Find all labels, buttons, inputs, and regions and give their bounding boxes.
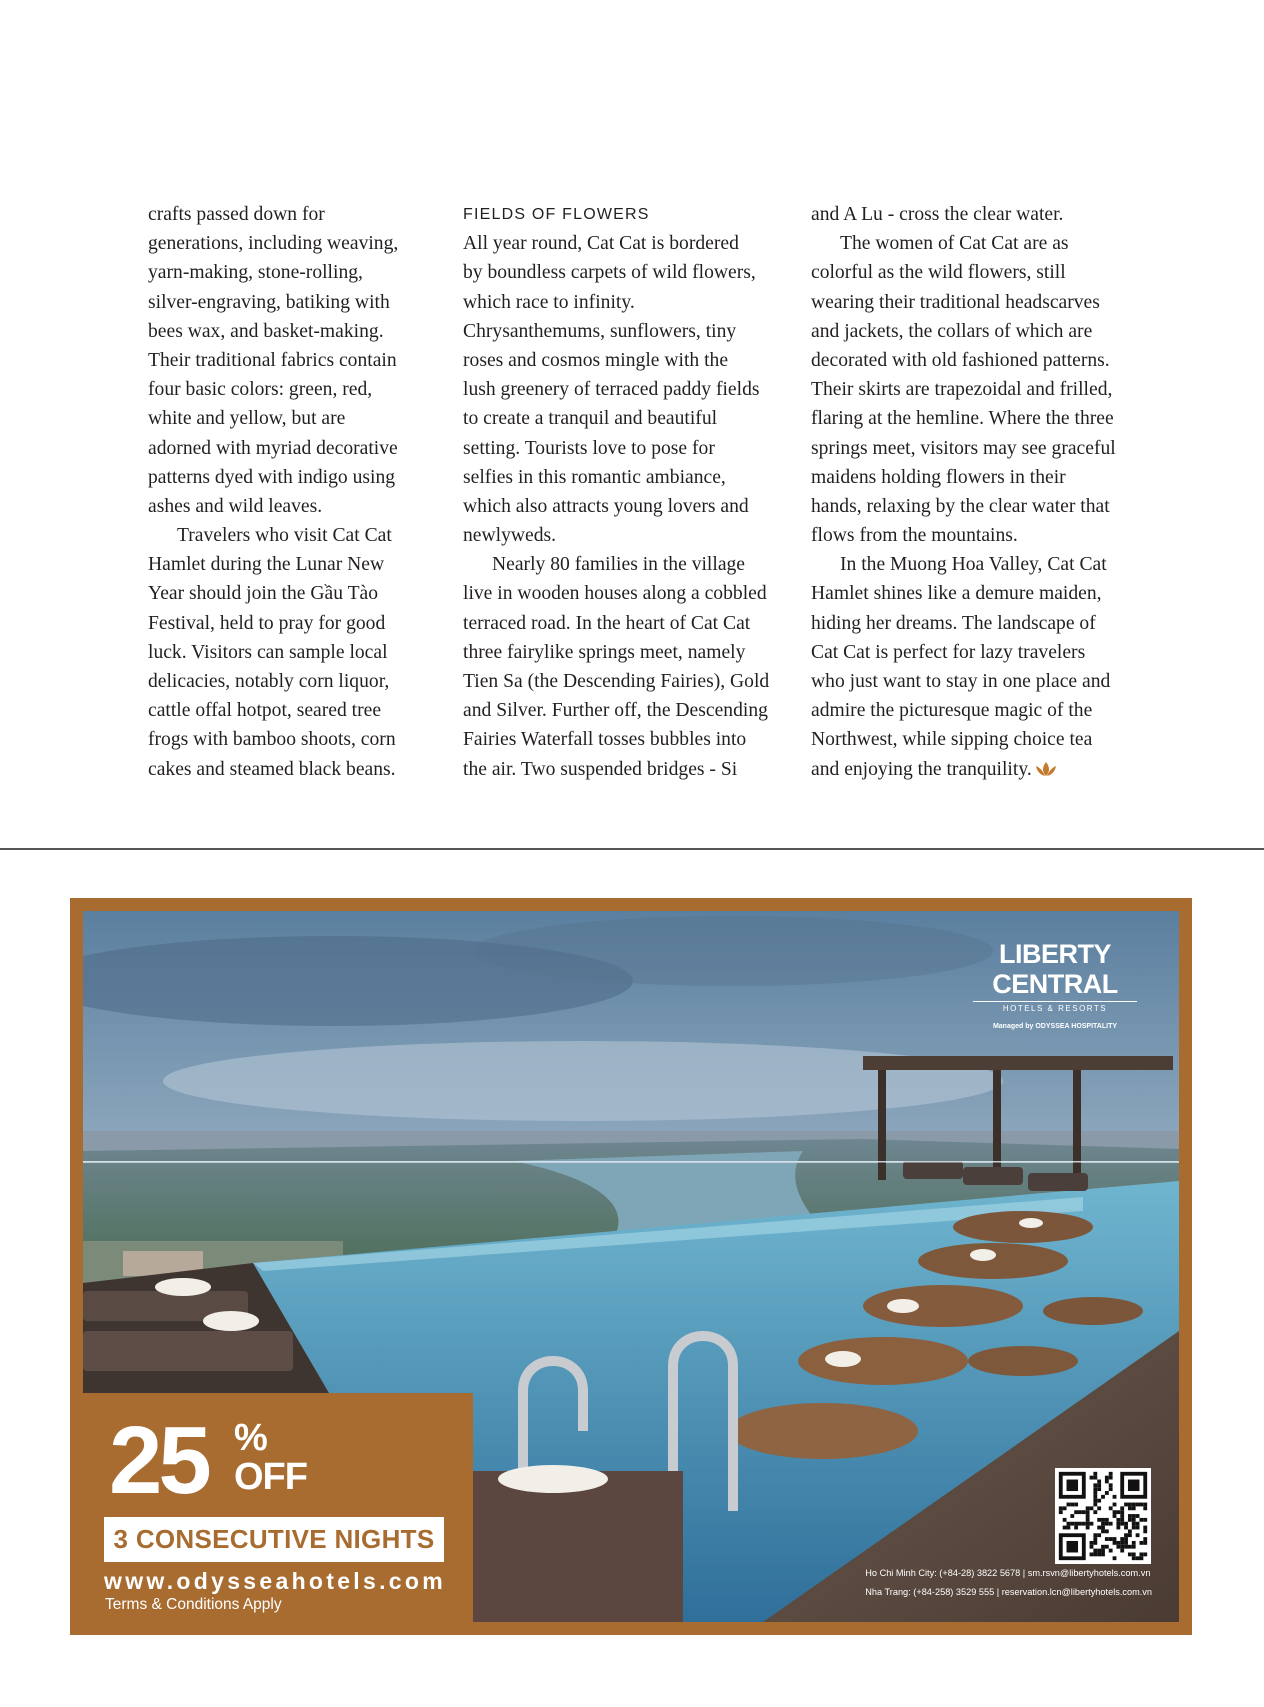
qr-code-icon[interactable] [1055,1468,1151,1564]
nights-banner: 3 CONSECUTIVE NIGHTS [104,1517,444,1562]
text-line: and A Lu - cross the clear water. [811,204,1064,225]
text-line: which race to infinity. [463,291,635,313]
text-line: white and yellow, but are [148,408,346,430]
text-line: patterns dyed with indigo using [148,466,396,488]
text-line: Chrysanthemums, sunflowers, tiny [463,320,737,342]
text-line: springs meet, visitors may see graceful [811,437,1116,459]
text-line: adorned with myriad decorative [148,437,398,459]
article-column-2 [463,200,793,784]
offer-panel [83,1393,473,1622]
text-line: by boundless carpets of wild flowers, [463,262,756,284]
section-heading: FIELDS OF FLOWERS [463,206,650,223]
text-line: live in wooden houses along a cobbled [463,583,767,605]
text-line: decorated with old fashioned patterns. [811,349,1110,371]
text-line: lush greenery of terraced paddy fields [463,379,760,401]
text-line: four basic colors: green, red, [148,379,373,401]
page-divider [0,848,1264,850]
text-line: which also attracts young lovers and [463,495,749,517]
text-line: the air. Two suspended bridges - Si [463,758,738,780]
text-line: ashes and wild leaves. [148,495,323,517]
contact-hcmc: Ho Chi Minh City: (+84-28) 3822 5678 | sm.rsvn@libertyhotels.com.vn [865,1568,1151,1578]
text-line: Tien Sa (the Descending Fairies), Gold [463,671,770,692]
discount-value: 25 [109,1407,208,1514]
text-line: The women of Cat Cat are as [840,233,1069,255]
text-line: selfies in this romantic ambiance, [463,466,726,488]
text-line: colorful as the wild flowers, still [811,262,1066,284]
text-line: Hamlet during the Lunar New [148,554,385,576]
text-line: and jackets, the collars of which are [811,320,1093,342]
discount-percent: % [234,1417,268,1459]
text-line: silver-engraving, batiking with [148,291,390,313]
text-line: admire the picturesque magic of the [811,700,1093,722]
text-line: maidens holding flowers in their [811,466,1066,488]
contact-info [865,1564,1152,1602]
text-line: setting. Tourists love to pose for [463,437,715,459]
terms-note: Terms & Conditions Apply [105,1596,282,1613]
text-line: and Silver. Further off, the Descending [463,700,768,722]
text-line: In the Muong Hoa Valley, Cat Cat [840,554,1107,576]
article-column-3 [811,200,1141,784]
website-link[interactable]: www.odysseahotels.com [104,1568,446,1594]
text-line: Cat Cat is perfect for lazy travelers [811,641,1086,663]
text-line: yarn-making, stone-rolling, [148,262,363,284]
text-line: Hamlet shines like a demure maiden, [811,583,1102,605]
text-line: Northwest, while sipping choice tea [811,729,1093,751]
logo-managed-by: Managed by ODYSSEA HOSPITALITY [992,1023,1118,1030]
text-line: and enjoying the tranquility. [811,758,1032,780]
liberty-central-logo [955,939,1155,1030]
text-line: flows from the mountains. [811,525,1018,547]
discount-off: OFF [234,1456,307,1498]
text-line: Their skirts are trapezoidal and frilled, [811,379,1113,401]
hotel-advertisement [70,898,1192,1635]
text-line: Festival, held to pray for good [148,612,386,634]
text-line: bees wax, and basket-making. [148,320,384,342]
last-line [811,755,1141,784]
text-line: wearing their traditional headscarves [811,291,1100,313]
text-line: Their traditional fabrics contain [148,349,397,371]
text-line: to create a tranquil and beautiful [463,408,718,430]
text-line: newlyweds. [463,525,557,547]
text-line: hiding her dreams. The landscape of [811,612,1096,634]
text-line: cattle offal hotpot, seared tree [148,700,382,722]
article-column-1 [148,200,438,784]
text-line: terraced road. In the heart of Cat Cat [463,612,751,634]
text-line: cakes and steamed black beans. [148,758,396,780]
text-line: Travelers who visit Cat Cat [177,525,392,547]
logo-wordmark: LIBERTY CENTRAL [992,939,1118,999]
text-line: frogs with bamboo shoots, corn [148,729,396,751]
text-line: All year round, Cat Cat is bordered [463,233,739,255]
contact-nha-trang: Nha Trang: (+84-258) 3529 555 | reservation.lcn@libertyhotels.com.vn [865,1587,1152,1597]
text-line: generations, including weaving, [148,233,399,255]
text-line: three fairylike springs meet, namely [463,641,746,663]
text-line: roses and cosmos mingle with the [463,349,729,371]
text-line: Nearly 80 families in the village [492,554,746,576]
lotus-icon [1033,761,1059,777]
text-line: delicacies, notably corn liquor, [148,671,390,692]
text-line: Fairies Waterfall tosses bubbles into [463,729,747,751]
text-line: crafts passed down for [148,204,325,225]
text-line: luck. Visitors can sample local [148,641,388,663]
text-line: who just want to stay in one place and [811,671,1111,692]
text-line: flaring at the hemline. Where the three [811,408,1114,430]
text-line: Year should join the Gầu Tào [148,583,379,605]
logo-tagline: HOTELS & RESORTS [973,1001,1137,1013]
text-line: hands, relaxing by the clear water that [811,495,1110,517]
article-body [0,200,1264,790]
